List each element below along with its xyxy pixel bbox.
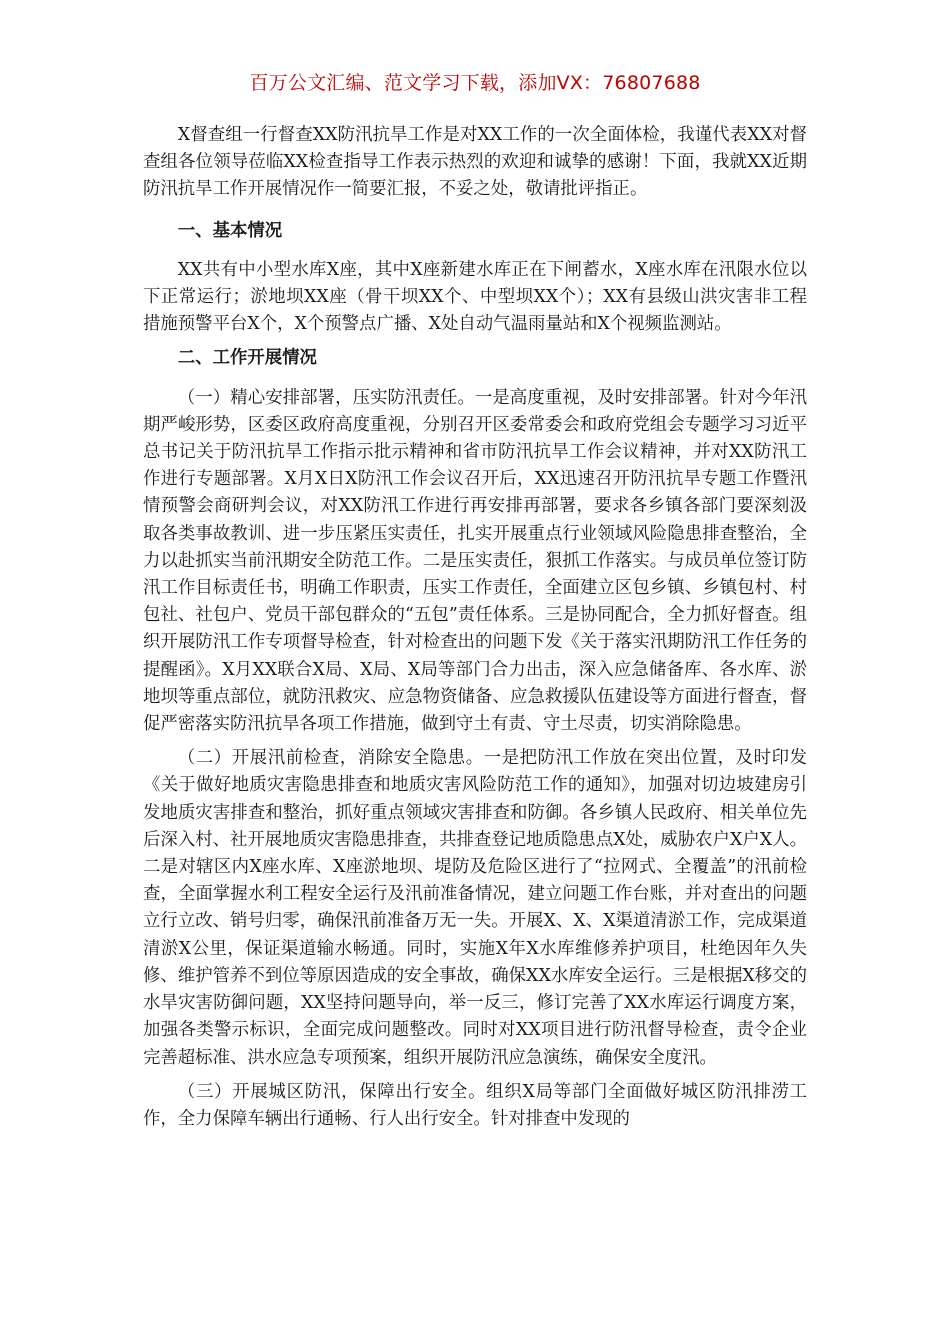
work-paragraph-2: （二）开展汛前检查，消除安全隐患。一是把防汛工作放在突出位置，及时印发《关于做好地质灾害隐患排查和地质灾害风险防范工作的通知》，加强对切边坡建房引发地质灾害排查和整治，抓好重点领域灾害排查和防御。各乡镇人民政府、相关单位先后深入村、社开展地质灾害隐患排查，共排查登记地质隐患点X处，威胁农户X户X人。二是对辖区内X座水库、X座淤地坝、堤防及危险区进行了“拉网式、全覆盖”的汛前检查，全面掌握水利工程安全运行及汛前准备情况，建立问题工作台账，并对查出的问题立行立改、销号归零，确保汛前准备万无一失。开展X、X、X渠道清淤工作，完成渠道清淤X公里，保证渠道输水畅通。同时，实施X年X水库维修养护项目，杜绝因年久失修、维护管养不到位等原因造成的安全事故，确保XX水库安全运行。三是根据X移交的水旱灾害防御问题，XX坚持问题导向，举一反三，修订完善了XX水库运行调度方案，加强各类警示标识，全面完成问题整改。同时对XX项目进行防汛督导检查，责令企业完善超标准、洪水应急专项预案，组织开展防汛应急演练，确保安全度汛。 (143, 748, 807, 1068)
section-heading-work: 二、工作开展情况 (177, 348, 317, 369)
work-paragraph-1: （一）精心安排部署，压实防汛责任。一是高度重视，及时安排部署。针对今年汛期严峻形势，区委区政府高度重视，分别召开区委常委会和政府党组会专题学习习近平总书记关于防汛抗旱工作指示批示精神和省市防汛抗旱工作会议精神，并对XX防汛工作进行专题部署。X月X日X防汛工作会议召开后，XX迅速召开防汛抗旱专题工作暨汛情预警会商研判会议，对XX防汛工作进行再安排再部署，要求各乡镇各部门要深刻汲取各类事故教训、进一步压紧压实责任，扎实开展重点行业领域风险隐患排查整治，全力以赴抓实当前汛期安全防范工作。二是压实责任，狠抓工作落实。与成员单位签订防汛工作目标责任书，明确工作职责，压实工作责任，全面建立区包乡镇、乡镇包村、村包社、社包户、党员干部包群众的“五包”责任体系。三是协同配合，全力抓好督查。组织开展防汛工作专项督导检查，针对检查出的问题下发《关于落实汛期防汛工作任务的提醒函》。X月XX联合X局、X局、X局等部门合力出击，深入应急储备库、各水库、淤地坝等重点部位，就防汛救灾、应急物资储备、应急救援队伍建设等方面进行督查，督促严密落实防汛抗旱各项工作措施，做到守土有责、守土尽责，切实消除隐患。 (143, 387, 807, 735)
document-body (143, 122, 807, 1140)
basic-info-paragraph: XX共有中小型水库X座，其中X座新建水库正在下闸蓄水，X座水库在汛限水位以下正常运行；淤地坝XX座（骨干坝XX个、中型坝XX个）；XX有县级山洪灾害非工程措施预警平台X个，X个预警点广播、X处自动气温雨量站和X个视频监测站。 (143, 259, 807, 335)
promo-header: 百万公文汇编、范文学习下载，添加VX：76807688 (249, 72, 701, 94)
work-paragraph-3: （三）开展城区防汛，保障出行安全。组织X局等部门全面做好城区防汛排涝工作，全力保障车辆出行通畅、行人出行安全。针对排查中发现的 (143, 1081, 807, 1129)
intro-paragraph: X督查组一行督查XX防汛抗旱工作是对XX工作的一次全面体检，我谨代表XX对督查组各位领导莅临XX检查指导工作表示热烈的欢迎和诚挚的感谢！下面，我就XX近期防汛抗旱工作开展情况作一简要汇报，不妥之处，敬请批评指正。 (143, 125, 807, 200)
section-heading-basic: 一、基本情况 (177, 220, 283, 241)
